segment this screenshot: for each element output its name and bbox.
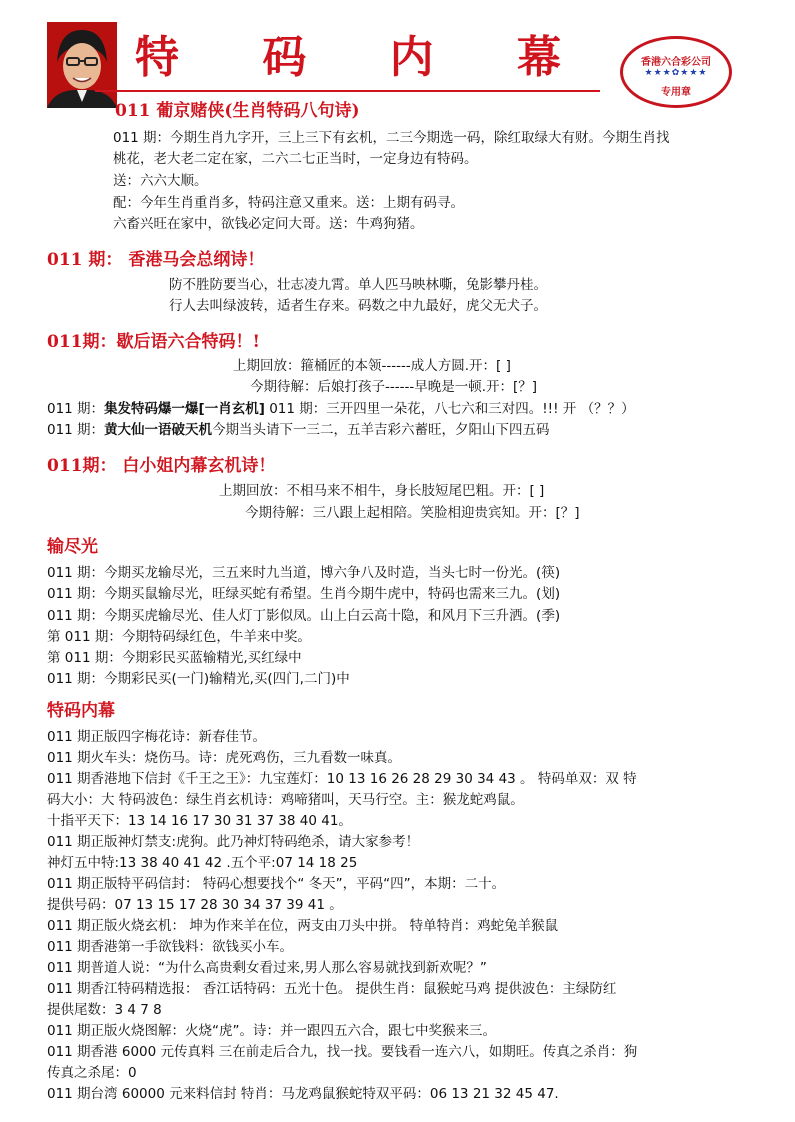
text-line: 011 期普道人说：“为什么高贵剩女看过来,男人那么容易就找到新欢呢？”	[47, 960, 487, 976]
text-line: 011 期台湾 60000 元来料信封 特肖：马龙鸡鼠猴蛇特双平码：06 13 21 32 45 47.	[47, 1086, 559, 1102]
text-line: 第 011 期：今期彩民买蓝输精光,买红绿中	[47, 650, 302, 666]
section-heading-lose-all: 输尽光	[47, 537, 98, 557]
seal-bottom-text: 专用章	[661, 87, 691, 98]
title-area	[120, 30, 610, 90]
text-line: 011 期：今期买龙输尽光，三五来时九当道，博六争八及时造，当头七时一份光。(筷)	[47, 565, 561, 581]
page-title: 特 码 内 幕	[135, 32, 595, 83]
text-line: 011 期正版特平码信封： 特码心想要找个“ 冬天”，平码“四”，本期：二十。	[47, 876, 506, 892]
text-line: 011 期香港 6000 元传真料 三在前走后合九，找一找。要钱看一连六八，如期旺。传真之杀肖：狗	[47, 1044, 638, 1060]
section-heading-xiehouyu: 011期：歇后语六合特码！!	[47, 332, 260, 352]
text-line: 011 期香港第一手欲钱料：欲钱买小车。	[47, 939, 294, 955]
text-line: 011 期：今期买虎输尽光、佳人灯丁影似凤。山上白云高十隐，和风月下三升洒。(季)	[47, 608, 561, 624]
text-line: 011 期火车头：烧伤马。诗：虎死鸡伤，三九看数一味真。	[47, 750, 402, 766]
seal-stars: ★★★✿★★★	[644, 68, 708, 78]
section-heading-baixiaojie: 011期： 白小姐内幕玄机诗！	[47, 456, 276, 476]
current-riddle-line: 今期待解：三八跟上起相陪。笑脸相迎贵宾知。开：[？]	[245, 505, 580, 521]
text-line: 神灯五中特:13 38 40 41 42 .五个平:07 14 18 25	[47, 855, 358, 871]
text-line: 配：今年生肖重肖多，特码注意又重来。送：上期有码寻。	[113, 195, 464, 211]
text-line: 传真之杀尾：0	[47, 1065, 137, 1081]
text-line: 提供尾数：3 4 7 8	[47, 1002, 162, 1018]
previous-answer-line: 上期回放：不相马来不相牛，身长肢短尾巴粗。开：[ ]	[219, 483, 545, 499]
section-heading-insider: 特码内幕	[47, 701, 115, 721]
text-line: 011 期：今期生肖九字开，三上三下有玄机，二三今期选一码，除红取绿大有财。今期生肖找	[113, 130, 670, 146]
text-line: 011 期正版火烧玄机： 坤为作来羊在位，两支由刀头中拼。 特单特肖：鸡蛇兔羊猴鼠	[47, 918, 559, 934]
text-line: 011 期：今期买鼠输尽光，旺绿买蛇有希望。生肖今期牛虎中，特码也需来三九。(划)	[47, 586, 561, 602]
tip-line: 011 期：集发特码爆一爆[一肖玄机] 011 期：三开四里一朵花，八七六和三对四。!!! 开 （？？）	[47, 401, 635, 417]
text-line: 送：六六大顺。	[113, 173, 208, 189]
title-underline	[95, 90, 600, 92]
text-line: 011 期正版火烧图解：火烧“虎”。诗：并一跟四五六合，跟七中奖猴来三。	[47, 1023, 497, 1039]
company-seal	[620, 36, 732, 108]
text-line: 桃花，老大老二定在家，二六二七正当时，一定身边有特码。	[113, 151, 478, 167]
poem-line: 防不胜防要当心，壮志凌九霄。单人匹马映林嘶，兔影攀丹桂。	[169, 277, 547, 293]
text-line: 011 期正版神灯禁支:虎狗。此乃神灯特码绝杀，请大家参考！	[47, 834, 420, 850]
previous-answer-line: 上期回放：箍桶匠的本领------成人方圆.开：[ ]	[233, 358, 511, 374]
section-heading-macau: 011 葡京赌侠(生肖特码八句诗)	[115, 101, 360, 121]
text-line: 第 011 期：今期特码绿红色，牛羊来中奖。	[47, 629, 311, 645]
text-line: 011 期正版四字梅花诗：新春佳节。	[47, 729, 267, 745]
text-line: 011 期：今期彩民买(一门)输精光,买(四门,二门)中	[47, 671, 350, 687]
tip-line: 011 期：黄大仙一语破天机今期当头请下一三二，五羊吉彩六蓄旺，夕阳山下四五码	[47, 422, 550, 438]
poem-line: 行人去叫绿波转，适者生存来。码数之中九最好，虎父无犬子。	[169, 298, 547, 314]
text-line: 011 期香港地下信封《千王之王》：九宝莲灯：10 13 16 26 28 29 30 34 43 。 特码单双：双 特	[47, 771, 637, 787]
text-line: 提供号码：07 13 15 17 28 30 34 37 39 41 。	[47, 897, 343, 913]
text-line: 十指平天下：13 14 16 17 30 31 37 38 40 41。	[47, 813, 352, 829]
section-heading-hkjc: 011 期： 香港马会总纲诗！	[47, 250, 265, 270]
current-riddle-line: 今期待解：后娘打孩子------早晚是一顿.开：[？]	[250, 379, 538, 395]
seal-top-text: 香港六合彩公司	[641, 57, 711, 68]
text-line: 码大小：大 特码波色：绿生肖玄机诗：鸡啼猪叫，天马行空。主：猴龙蛇鸡鼠。	[47, 792, 524, 808]
portrait-photo	[47, 22, 117, 108]
text-line: 六畜兴旺在家中，欲钱必定问大哥。送：牛鸡狗猪。	[113, 216, 424, 232]
text-line: 011 期香江特码精选报： 香江话特码：五光十色。 提供生肖：鼠猴蛇马鸡 提供波色：主绿防红	[47, 981, 617, 997]
